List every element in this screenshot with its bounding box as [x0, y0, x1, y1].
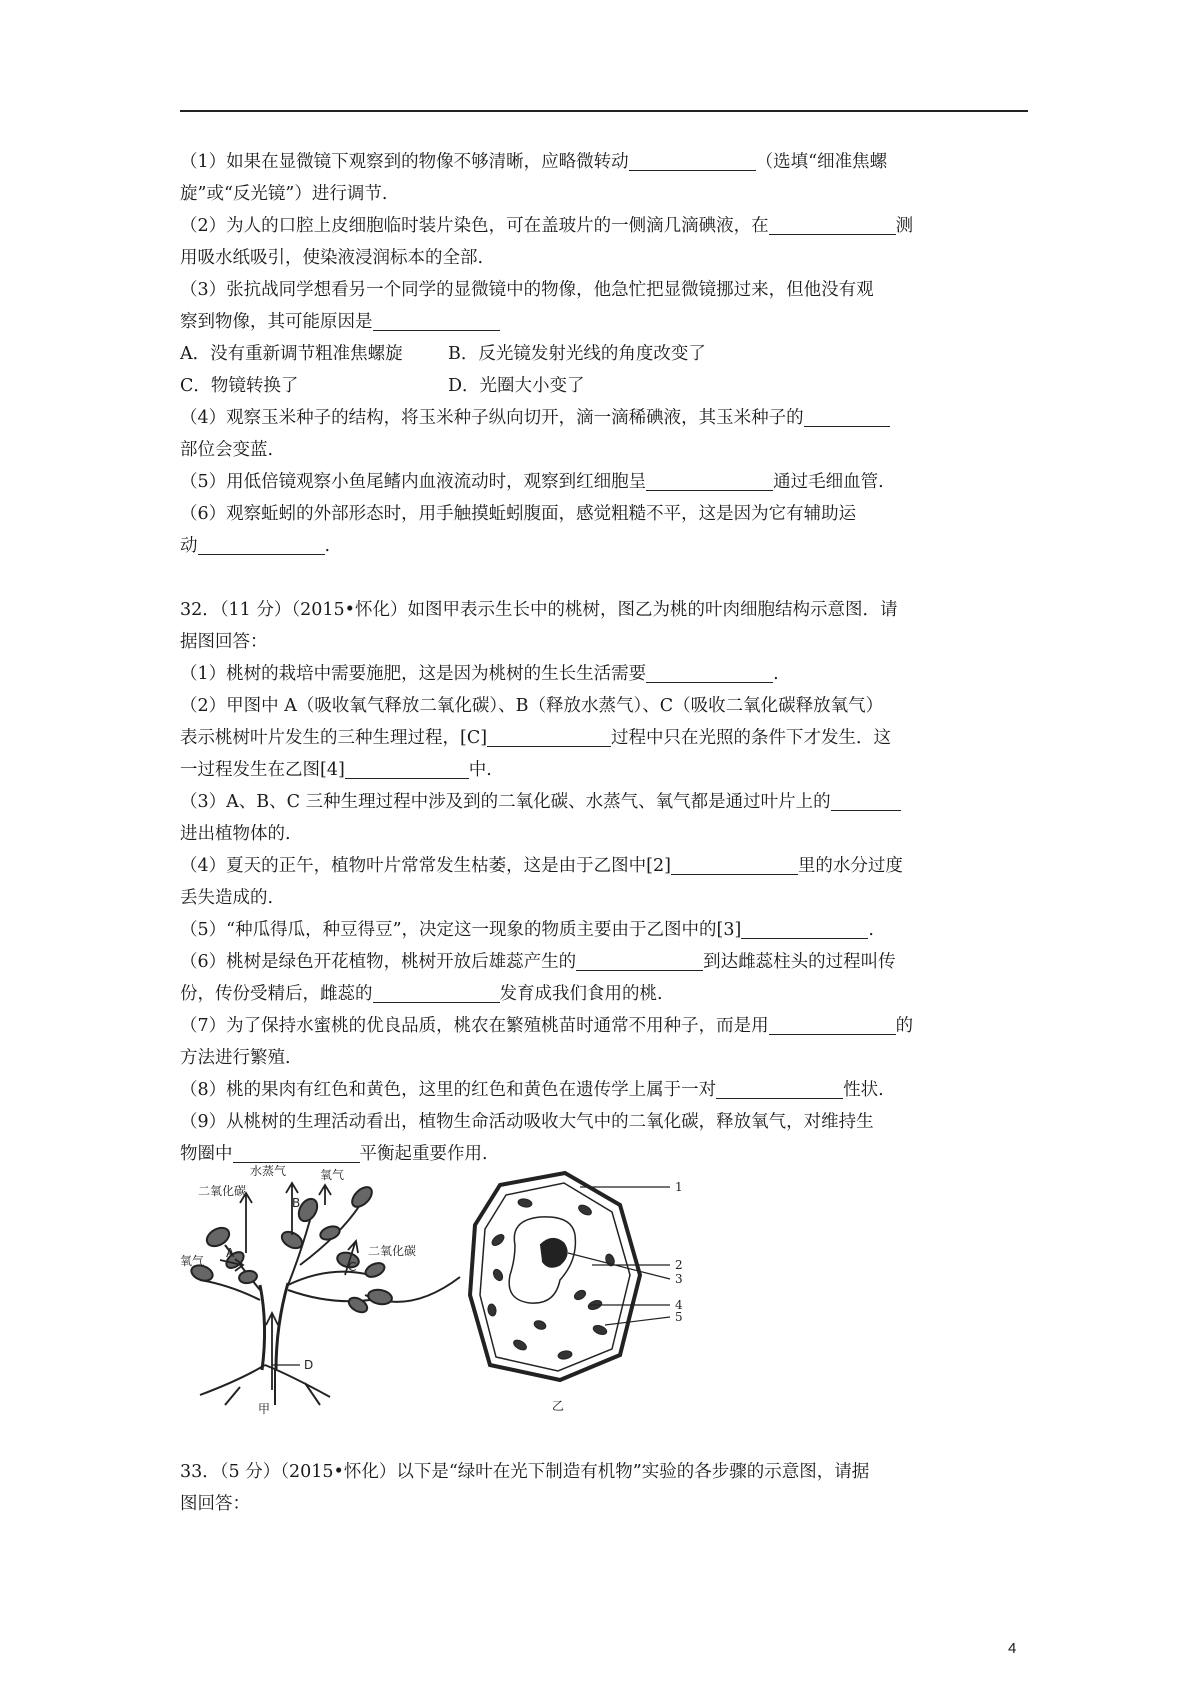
answer-blank[interactable]	[487, 726, 611, 747]
q32-sub2-line3: 一过程发生在乙图[4] 中.	[180, 760, 492, 780]
answer-blank[interactable]	[804, 406, 890, 427]
q31-part5: （5）用低倍镜观察小鱼尾鳍内血液流动时，观察到红细胞呈 通过毛细血管.	[180, 472, 884, 492]
caption-jia: 甲	[258, 1402, 271, 1415]
answer-blank[interactable]	[741, 918, 868, 939]
option-d: D．光圈大小变了	[448, 376, 585, 396]
label-oxygen-left: 氧气	[180, 1254, 205, 1268]
q32-sub3-line2: 进出植物体的.	[180, 824, 291, 844]
q31-options-cd	[180, 370, 1030, 402]
answer-blank[interactable]	[716, 1078, 843, 1099]
q31-part1-line2: 旋”或“反光镜”）进行调节.	[180, 184, 388, 204]
label-co2-left: 二氧化碳	[198, 1184, 247, 1198]
q32-sub7-line1: （7）为了保持水蜜桃的优良品质，桃农在繁殖桃苗时通常不用种子，而是用 的	[180, 1016, 914, 1036]
q33-stem-line1: 33．（5 分）（2015•怀化）以下是“绿叶在光下制造有机物”实验的各步骤的示意图，请据	[180, 1462, 870, 1482]
cell-label-3: 3	[675, 1272, 683, 1286]
label-d: D	[304, 1358, 314, 1372]
q32-sub2-line2: 表示桃树叶片发生的三种生理过程，[C] 过程中只在光照的条件下才发生．这	[180, 728, 892, 748]
label-co2-right: 二氧化碳	[368, 1244, 417, 1258]
cell-label-5: 5	[675, 1310, 683, 1324]
answer-blank[interactable]	[629, 150, 756, 171]
label-oxygen-right: 氧气	[320, 1168, 345, 1182]
q31-part2-line2: 用吸水纸吸引，使染液浸润标本的全部.	[180, 248, 484, 268]
answer-blank[interactable]	[671, 854, 798, 875]
answer-blank[interactable]	[233, 1142, 360, 1163]
q32-sub6-line2: 份，传份受精后，雌蕊的 发育成我们食用的桃.	[180, 984, 663, 1004]
q32-sub6-line1: （6）桃树是绿色开花植物，桃树开放后雄蕊产生的 到达雌蕊柱头的过程叫传	[180, 952, 896, 972]
label-a: A	[226, 1246, 235, 1260]
answer-blank[interactable]	[373, 310, 500, 331]
q31-part3-line1: （3）张抗战同学想看另一个同学的显微镜中的物像，他急忙把显微镜挪过来，但他没有观	[180, 280, 874, 300]
q33-content	[180, 1456, 1030, 1520]
question-content	[180, 146, 1030, 1170]
cell-label-4: 4	[675, 1298, 683, 1312]
q31-part2-line1: （2）为人的口腔上皮细胞临时装片染色，可在盖玻片的一侧滴几滴碘液，在 测	[180, 216, 914, 236]
option-c: C．物镜转换了	[180, 376, 299, 396]
answer-blank[interactable]	[769, 214, 896, 235]
answer-blank[interactable]	[646, 470, 773, 491]
cell-label-2: 2	[675, 1258, 683, 1272]
answer-blank[interactable]	[831, 790, 901, 811]
q32-sub5: （5）“种瓜得瓜，种豆得豆”，决定这一现象的物质主要由于乙图中的[3] .	[180, 920, 874, 940]
cell-label-1: 1	[675, 1180, 683, 1194]
label-c: C	[348, 1260, 357, 1274]
q32-sub1: （1）桃树的栽培中需要施肥，这是因为桃树的生长生活需要 .	[180, 664, 779, 684]
q31-part4-line1: （4）观察玉米种子的结构，将玉米种子纵向切开，滴一滴稀碘液，其玉米种子的	[180, 402, 1030, 434]
peach-tree-diagram	[189, 1183, 460, 1405]
q32-sub2-line1: （2）甲图中 A（吸收氧气释放二氧化碳）、B（释放水蒸气）、C（吸收二氧化碳释放氧气）	[180, 696, 884, 716]
q32-sub8: （8）桃的果肉有红色和黄色，这里的红色和黄色在遗传学上属于一对 性状.	[180, 1080, 884, 1100]
page-number: 4	[1008, 1640, 1017, 1657]
cell-labels	[552, 1180, 683, 1413]
answer-blank[interactable]	[198, 534, 325, 555]
answer-blank[interactable]	[576, 950, 703, 971]
answer-blank[interactable]	[373, 982, 500, 1003]
option-b: B．反光镜发射光线的角度改变了	[448, 344, 706, 364]
q31-part1-line1: （1）如果在显微镜下观察到的物像不够清晰，应略微转动 （选填“细准焦螺	[180, 152, 888, 172]
option-a: A．没有重新调节粗准焦螺旋	[180, 344, 403, 364]
header-rule	[180, 110, 1028, 112]
answer-blank[interactable]	[769, 1014, 896, 1035]
q32-sub4-line1: （4）夏天的正午，植物叶片常常发生枯萎，这是由于乙图中[2] 里的水分过度	[180, 856, 903, 876]
q32-sub9-line1: （9）从桃树的生理活动看出，植物生命活动吸收大气中的二氧化碳，释放氧气，对维持生	[180, 1112, 874, 1132]
q32-sub3-line1: （3）A、B、C 三种生理过程中涉及到的二氧化碳、水蒸气、氧气都是通过叶片上的	[180, 786, 1030, 818]
tree-and-cell-figure	[180, 1165, 1040, 1415]
q32-stem-line1: 32．（11 分）（2015•怀化）如图甲表示生长中的桃树，图乙为桃的叶肉细胞结构示意图．请	[180, 600, 898, 620]
q33-stem-line2: 图回答：	[180, 1494, 250, 1514]
answer-blank[interactable]	[345, 758, 469, 779]
label-b: B	[292, 1196, 301, 1210]
q31-part3-line2: 察到物像，其可能原因是	[180, 306, 1030, 338]
caption-yi: 乙	[552, 1399, 565, 1413]
answer-blank[interactable]	[646, 662, 773, 683]
leaf-cell-diagram	[470, 1173, 670, 1380]
q31-options-ab	[180, 338, 1030, 370]
q31-part6-line1: （6）观察蚯蚓的外部形态时，用手触摸蚯蚓腹面，感觉粗糙不平，这是因为它有辅助运	[180, 504, 857, 524]
q32-sub4-line2: 丢失造成的.	[180, 888, 274, 908]
q31-part6-line2: 动 .	[180, 536, 331, 556]
q32-sub7-line2: 方法进行繁殖.	[180, 1048, 291, 1068]
label-water-vapor: 水蒸气	[250, 1165, 287, 1178]
q32-stem-line2: 据图回答：	[180, 632, 268, 652]
q32-sub9-line2: 物圈中 平衡起重要作用.	[180, 1144, 488, 1164]
q31-part4-line2: 部位会变蓝.	[180, 440, 274, 460]
